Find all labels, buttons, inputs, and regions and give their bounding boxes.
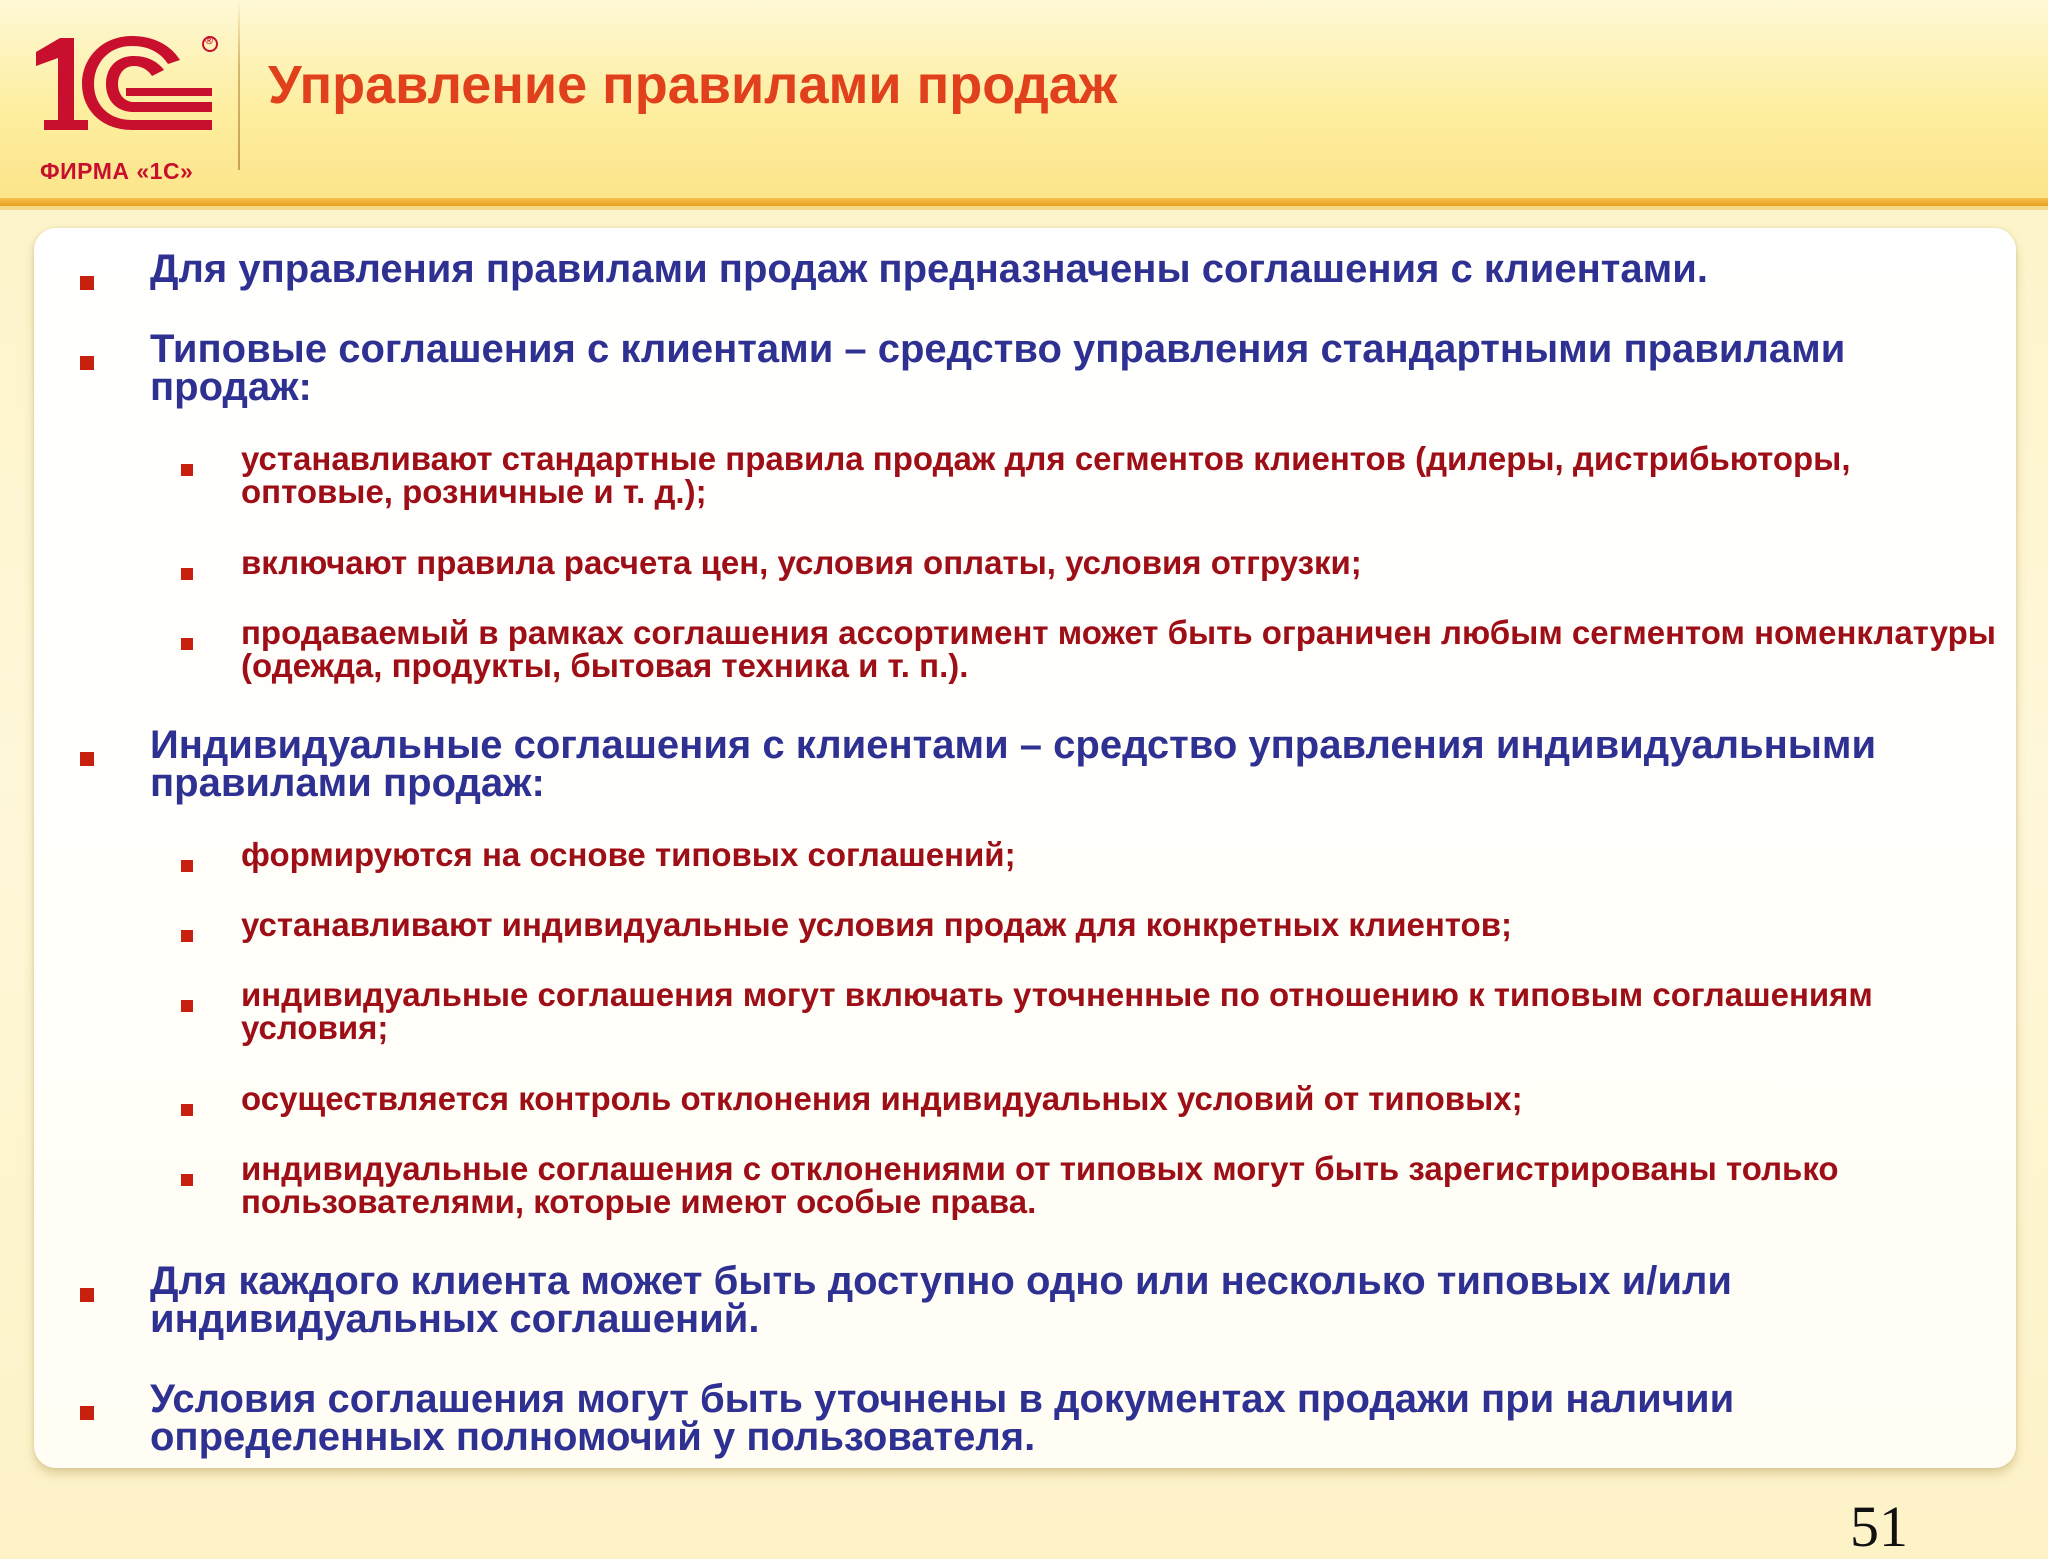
list-item-text: Для каждого клиента может быть доступно одно или несколько типовых и/или индивидуальных соглашений. bbox=[150, 1259, 1732, 1341]
bullet-square-icon bbox=[80, 356, 94, 370]
firm-1c-logo bbox=[30, 30, 220, 184]
content-panel bbox=[34, 228, 2016, 1468]
bullet-square-icon bbox=[80, 752, 94, 766]
list-item-text: продаваемый в рамках соглашения ассортимент может быть ограничен любым сегментом номенклатуры (одежда, продукты, бытовая техника и т. п.). bbox=[241, 614, 1996, 684]
bullet-square-icon bbox=[181, 860, 193, 872]
list-item-text: Типовые соглашения с клиентами – средство управления стандартными правилами продаж: bbox=[150, 327, 1846, 409]
list-item-text: Условия соглашения могут быть уточнены в документах продажи при наличии определенных полномочий у пользователя. bbox=[150, 1377, 1735, 1459]
bullet-square-icon bbox=[181, 930, 193, 942]
logo-caption: ФИРМА «1С» bbox=[40, 158, 194, 184]
list-item-text: устанавливают индивидуальные условия продаж для конкретных клиентов; bbox=[241, 906, 1512, 943]
logo-1c-mark-icon bbox=[30, 30, 220, 150]
slide-title: Управление правилами продаж bbox=[268, 55, 1118, 115]
registered-mark: ® bbox=[205, 35, 214, 47]
bullet-square-icon bbox=[80, 276, 94, 290]
list-item-text: устанавливают стандартные правила продаж для сегментов клиентов (дилеры, дистрибьюторы, оптовые, розничные и т. д.); bbox=[241, 440, 1851, 510]
list-item-text: индивидуальные соглашения могут включать уточненные по отношению к типовым соглашениям условия; bbox=[241, 976, 1873, 1046]
list-item-text: Для управления правилами продаж предназначены соглашения с клиентами. bbox=[150, 247, 1708, 291]
bullet-square-icon bbox=[181, 1000, 193, 1012]
bullet-square-icon bbox=[181, 464, 193, 476]
page-number: 51 bbox=[1850, 1494, 1908, 1559]
list-item-text: Индивидуальные соглашения с клиентами – средство управления индивидуальными правилами продаж: bbox=[150, 723, 1877, 805]
bullet-square-icon bbox=[181, 1104, 193, 1116]
bullet-square-icon bbox=[80, 1288, 94, 1302]
header-divider-stripe bbox=[0, 198, 2048, 206]
header-logo-divider bbox=[238, 0, 240, 170]
bullet-square-icon bbox=[181, 568, 193, 580]
bullet-square-icon bbox=[181, 638, 193, 650]
header-divider-highlight bbox=[0, 206, 2048, 210]
bullet-square-icon bbox=[80, 1406, 94, 1420]
list-item-text: индивидуальные соглашения с отклонениями от типовых могут быть зарегистрированы только пользователями, которые имеют особые права. bbox=[241, 1150, 1839, 1220]
list-item-text: включают правила расчета цен, условия оплаты, условия отгрузки; bbox=[241, 544, 1362, 581]
list-item-text: формируются на основе типовых соглашений; bbox=[241, 836, 1016, 873]
list-item-text: осуществляется контроль отклонения индивидуальных условий от типовых; bbox=[241, 1080, 1523, 1117]
bullet-square-icon bbox=[181, 1174, 193, 1186]
